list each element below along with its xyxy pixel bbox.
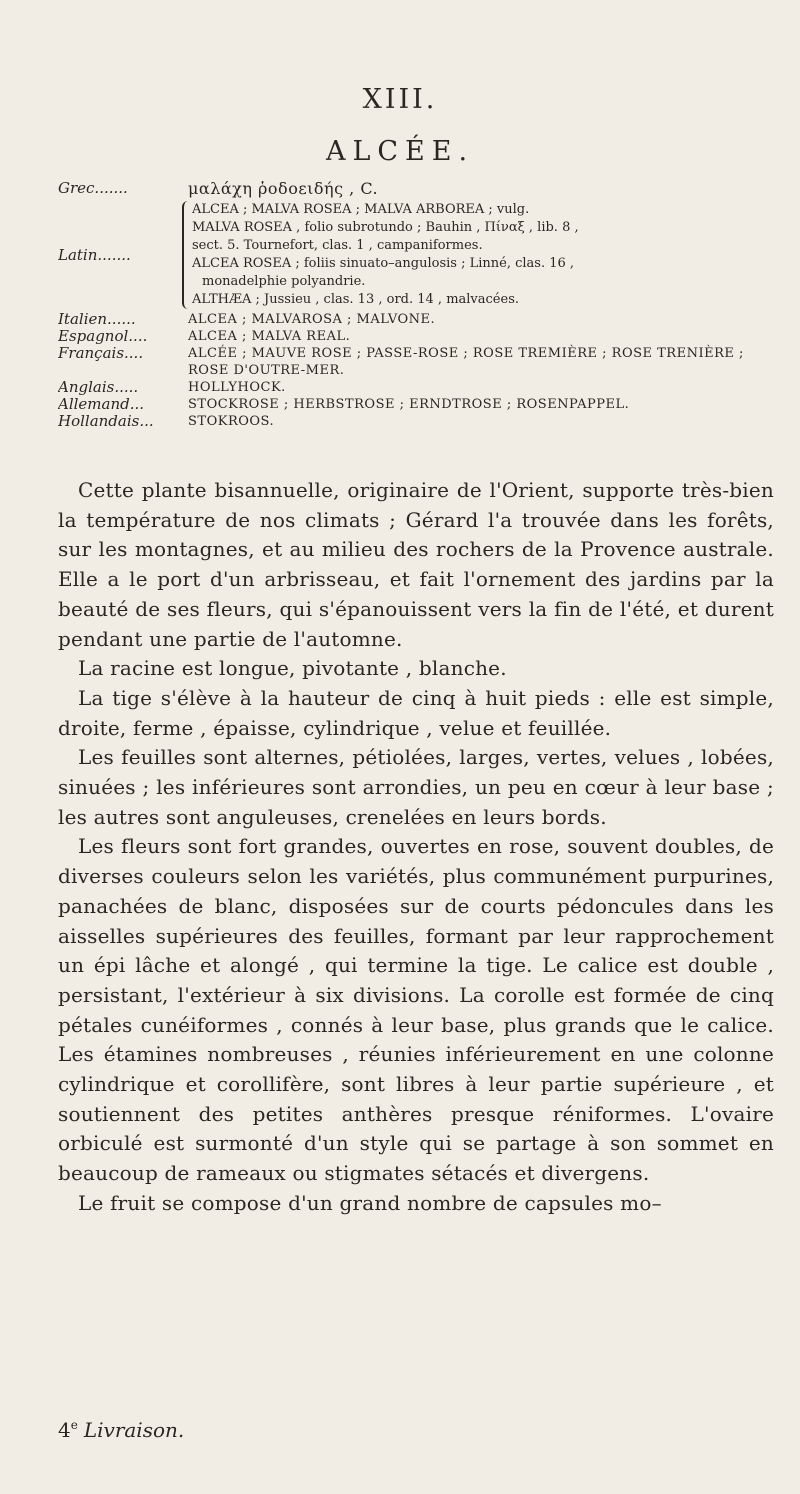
synonym-row-french	[58, 345, 774, 379]
language-label: Anglais.....	[58, 379, 139, 396]
latin-brace-group	[182, 201, 774, 309]
synonym-names: ALCEA ; MALVA REAL.	[188, 329, 351, 344]
paragraph: La tige s'élève à la hauteur de cinq à huit pieds : elle est simple, droite, ferme , épaisse, cylindrique , velue et feuillée.	[58, 685, 774, 740]
paragraph: Le fruit se compose d'un grand nombre de capsules mo–	[78, 1190, 662, 1215]
latin-line: monadelphie polyandrie.	[202, 274, 366, 289]
synonym-row-latin	[58, 201, 774, 309]
paragraph: Les feuilles sont alternes, pétiolées, larges, vertes, velues , lobées, sinuées ; les inférieures sont arrondies, un peu en cœur à leur base ; les autres sont anguleuses, crenelées en leurs bords.	[58, 745, 774, 829]
latin-line: ALCEA ; MALVA ROSEA ; MALVA ARBOREA ; vulg.	[192, 202, 530, 217]
signature-number: 4	[58, 1418, 71, 1442]
language-label: Italien......	[58, 311, 136, 328]
paragraph: Cette plante bisannuelle, originaire de l'Orient, supporte très-bien la température de nos climats ; Gérard l'a trouvée dans les forêts, sur les montagnes, et au milieu des rochers de la Provence australe. Elle a le port d'un arbrisseau, et fait l'ornement des jardins par la beauté de ses fleurs, qui s'épanouissent vers la fin de l'été, et durent pendant une partie de l'automne.	[58, 478, 774, 651]
synonym-row-italian	[58, 311, 774, 328]
synonym-names: STOCKROSE ; HERBSTROSE ; ERNDTROSE ; ROSENPAPPEL.	[188, 397, 630, 412]
synonym-row-german	[58, 396, 774, 413]
synonym-row-english	[58, 379, 774, 396]
synonym-row-spanish	[58, 328, 774, 345]
plate-number: XIII.	[362, 84, 438, 115]
language-label: Allemand...	[58, 396, 145, 413]
synonym-names: ALCÉE ; MAUVE ROSE ; PASSE-ROSE ; ROSE TREMIÈRE ; ROSE TRENIÈRE ; ROSE D'OUTRE-MER.	[188, 346, 744, 378]
synonym-row-dutch	[58, 413, 774, 430]
printer-signature	[58, 1418, 184, 1442]
synonym-names: HOLLYHOCK.	[188, 380, 286, 395]
language-label: Espagnol....	[58, 328, 148, 345]
latin-line: ALCEA ROSEA ; foliis sinuato–angulosis ; Linné, clas. 16 ,	[192, 256, 575, 271]
synonym-names: STOKROOS.	[188, 414, 275, 429]
synonym-row-greek	[58, 180, 774, 197]
language-label: Français....	[58, 345, 144, 362]
latin-line: sect. 5. Tournefort, clas. 1 , campaniformes.	[192, 238, 483, 253]
paragraph: Les fleurs sont fort grandes, ouvertes en rose, souvent doubles, de diverses couleurs selon les variétés, plus communément purpurines, panachées de blanc, disposées sur de courts pédoncules dans les aisselles supérieures des feuilles, formant par leur rapprochement un épi lâche et alongé , qui termine la tige. Le calice est double , persistant, l'extérieur à six divisions. La corolle est formée de cinq pétales cunéiformes , connés à leur base, plus grands que le calice. Les étamines nombreuses , réunies inférieurement en une colonne cylindrique et corollifère, sont libres à leur partie supérieure , et soutiennent des petites anthères presque réniformes. L'ovaire orbiculé est surmonté d'un style qui se partage à son sommet en beaucoup de rameaux ou stigmates sétacés et divergens.	[58, 834, 774, 1186]
signature-suffix: e	[70, 1418, 78, 1432]
language-label: Grec.......	[58, 180, 128, 197]
signature-label: Livraison.	[83, 1418, 185, 1442]
plate-title: ALCÉE.	[325, 136, 475, 167]
latin-line: ALTHÆA ; Jussieu , clas. 13 , ord. 14 , malvacées.	[192, 292, 519, 307]
language-label: Latin.......	[58, 245, 131, 264]
synonym-names: ALCEA ; MALVAROSA ; MALVONE.	[188, 312, 436, 327]
description-text	[58, 476, 774, 1219]
paragraph: La racine est longue, pivotante , blanche.	[78, 656, 507, 681]
latin-line: MALVA ROSEA , folio subrotundo ; Bauhin , Πίναξ , lib. 8 ,	[192, 220, 579, 235]
synonym-names: μαλάχη ῥοδοειδής , C.	[188, 179, 379, 198]
synonymy-table	[58, 180, 774, 430]
language-label: Hollandais...	[58, 413, 154, 430]
